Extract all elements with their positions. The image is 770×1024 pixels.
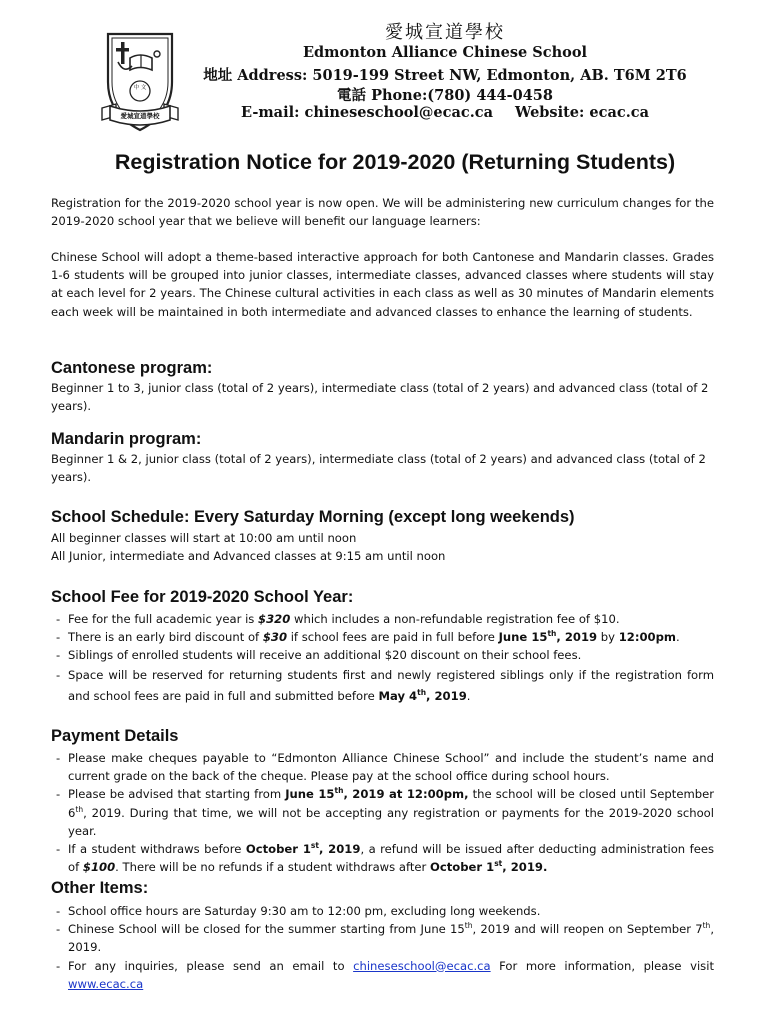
address-prefix: 地址	[203, 67, 233, 84]
school-crest-icon	[100, 30, 180, 136]
other-list	[51, 902, 714, 993]
fees-item-full-year: - Fee for the full academic year is $320 which includes a non-refundable registration fee of $10.	[51, 610, 714, 628]
schedule-heading: School Schedule: Every Saturday Morning (except long weekends)	[51, 508, 575, 526]
schedule-details	[51, 529, 714, 565]
intro-paragraph-2: Chinese School will adopt a theme-based interactive approach for both Cantonese and Mandarin classes. Grades 1-6 students will be grouped into junior classes, intermediate classes, advanced classes where students will stay at each level for 2 years. The Chinese cultural activities in each class as well as 30 minutes of Mandarin elements each week will be maintained in both intermediate and advanced classes to enhance the learning of students.	[51, 250, 714, 319]
school-address	[200, 64, 690, 85]
fees-item-space-reserved: - Space will be reserved for returning students first and newly registered siblings only if the registration form and school fees are paid in full and submitted before May 4th, 2019.	[51, 665, 714, 707]
page-title: Registration Notice for 2019-2020 (Returning Students)	[114, 150, 676, 174]
other-heading: Other Items:	[51, 879, 149, 897]
mandarin-text: Beginner 1 & 2, junior class (total of 2 years), intermediate class (total of 2 years) and advanced class (total of 2 years).	[51, 452, 706, 485]
school-contact	[200, 104, 690, 121]
fees-heading: School Fee for 2019-2020 School Year:	[51, 588, 354, 606]
payment-item-closure: - Please be advised that starting from June 15th, 2019 at 12:00pm, the school will be closed until September 6th, 2019. During that time, we will not be accepting any registration or payments for the 2019-2020 school year.	[51, 785, 714, 840]
email-text: E-mail: chineseschool@ecac.ca	[241, 104, 493, 121]
fees-list	[51, 610, 714, 707]
crest-ribbon-text: 愛城宣道學校	[120, 112, 160, 120]
address-text: Address: 5019-199 Street NW, Edmonton, AB. T6M 2T6	[237, 67, 687, 84]
school-chinese-name: 愛城宣道學校	[385, 22, 505, 43]
phone-text: Phone:(780) 444-0458	[371, 87, 553, 104]
phone-prefix: 電話	[337, 87, 366, 104]
crest-center-text: 中 文	[133, 85, 147, 91]
school-phone	[200, 84, 690, 105]
email-link[interactable]: chineseschool@ecac.ca	[353, 958, 491, 973]
website-link[interactable]: www.ecac.ca	[68, 976, 144, 991]
cantonese-text: Beginner 1 to 3, junior class (total of 2 years), intermediate class (total of 2 years) and advanced class (total of 2 years).	[51, 381, 709, 414]
payment-heading: Payment Details	[51, 727, 179, 745]
other-item-office-hours: - School office hours are Saturday 9:30 am to 12:00 pm, excluding long weekends.	[51, 902, 714, 920]
cantonese-heading: Cantonese program:	[51, 359, 213, 377]
schedule-line-junior: All Junior, intermediate and Advanced classes at 9:15 am until noon	[51, 549, 446, 564]
payment-item-cheques: - Please make cheques payable to “Edmonton Alliance Chinese School” and include the student’s name and current grade on the back of the cheque. Please pay at the school office during school hours.	[51, 749, 714, 785]
fees-item-early-bird: - There is an early bird discount of $30 if school fees are paid in full before June 15th, 2019 by 12:00pm.	[51, 628, 714, 646]
other-item-summer-closure: - Chinese School will be closed for the summer starting from June 15th, 2019 and will reopen on September 7th, 2019.	[51, 920, 714, 956]
fees-item-siblings: - Siblings of enrolled students will receive an additional $20 discount on their school fees.	[51, 646, 714, 664]
intro-paragraph-1: Registration for the 2019-2020 school year is now open. We will be administering new curriculum changes for the 2019-2020 school year that we believe will benefit our language learners:	[51, 196, 714, 229]
website-text: Website: ecac.ca	[514, 104, 649, 121]
schedule-line-beginner: All beginner classes will start at 10:00 am until noon	[51, 531, 357, 545]
payment-item-refund: - If a student withdraws before October 1st, 2019, a refund will be issued after deducting administration fees of $100. There will be no refunds if a student withdraws after October 1st, 2019.	[51, 840, 714, 876]
payment-list	[51, 749, 714, 876]
school-name: Edmonton Alliance Chinese School	[302, 44, 587, 61]
mandarin-heading: Mandarin program:	[51, 430, 202, 448]
other-item-inquiries: - For any inquiries, please send an email to chineseschool@ecac.ca For more information, please visit www.ecac.ca	[51, 957, 714, 993]
